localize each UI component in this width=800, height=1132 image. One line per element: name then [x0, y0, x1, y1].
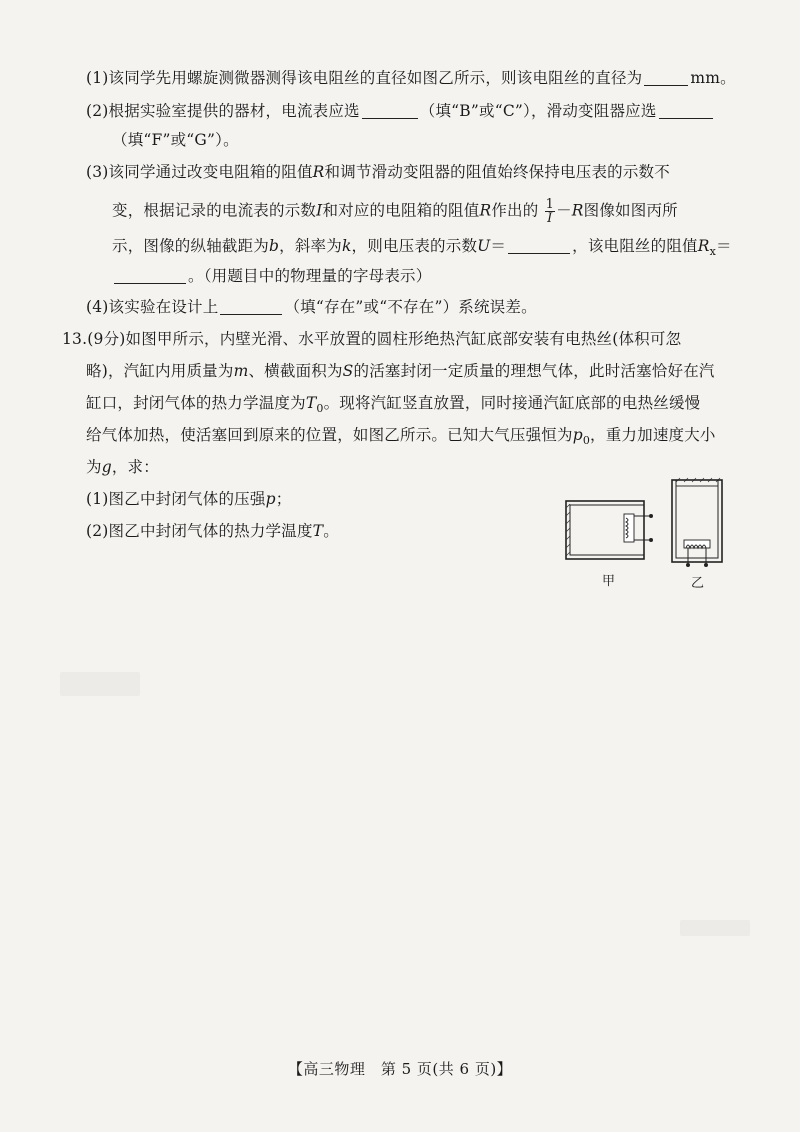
answer-blank-rheostat[interactable]: [659, 102, 713, 119]
q12-part3-line3: 示，图像的纵轴截距为b，斜率为k，则电压表的示数U＝ ，该电阻丝的阻值$R_x=$: [112, 237, 732, 259]
answer-blank-voltage[interactable]: [508, 237, 570, 254]
figure-yi-label: 乙: [691, 576, 705, 591]
q12-part3-line1: (3)该同学通过改变电阻箱的阻值R和调节滑动变阻器的阻值始终保持电压表的示数不: [86, 163, 670, 181]
answer-blank-resistance[interactable]: [114, 267, 186, 284]
q13-line4: 给气体加热，使活塞回到原来的位置，如图乙所示。已知大气压强恒为$p_0$，重力加速度大小: [86, 426, 716, 448]
bleed-through-mark: [60, 672, 140, 696]
page-footer: 【高三物理 第 5 页(共 6 页)】: [287, 1060, 513, 1078]
q13-line3: 缸口，封闭气体的热力学温度为$T_0$。现将汽缸竖直放置，同时接通汽缸底部的电热丝缓慢: [86, 394, 701, 416]
figure-jia-horizontal-cylinder: [560, 496, 660, 566]
answer-blank-system-error[interactable]: [220, 298, 282, 315]
figure-jia-label: 甲: [602, 574, 616, 589]
q12-part3-line2: 变，根据记录的电流表的示数I和对应的电阻箱的阻值R作出的 $\frac{1}{I}$ －R图像如图丙所: [112, 197, 678, 226]
figure-yi-vertical-cylinder: [668, 476, 728, 570]
answer-blank-diameter[interactable]: [644, 69, 688, 86]
q12-part4: (4)该实验在设计上 （填“存在”或“不存在”）系统误差。: [86, 298, 537, 316]
q12-part1: (1)该同学先用螺旋测微器测得该电阻丝的直径如图乙所示，则该电阻丝的直径为 mm。: [86, 69, 736, 87]
q13-sub1: (1)图乙中封闭气体的压强p；: [86, 490, 292, 508]
answer-blank-ammeter[interactable]: [362, 102, 418, 119]
q12-part3-line4: 。（用题目中的物理量的字母表示）: [112, 266, 431, 286]
q13-line1: 13.(9分)如图甲所示，内壁光滑、水平放置的圆柱形绝热汽缸底部安装有电热丝(体积可忽: [62, 330, 682, 348]
q13-line2: 略)，汽缸内用质量为m、横截面积为S的活塞封闭一定质量的理想气体，此时活塞恰好在汽: [86, 362, 715, 380]
q12-part2: (2)根据实验室提供的器材，电流表应选 （填“B”或“C”），滑动变阻器应选: [86, 101, 715, 121]
q13-line5: 为g，求：: [86, 458, 159, 476]
q13-sub2: (2)图乙中封闭气体的热力学温度T。: [86, 522, 339, 540]
fraction-one-over-i: $\frac{1}{I}$: [545, 197, 555, 226]
bleed-through-mark: [680, 920, 750, 936]
q12-part2-cont: （填“F”或“G”）。: [112, 131, 239, 149]
